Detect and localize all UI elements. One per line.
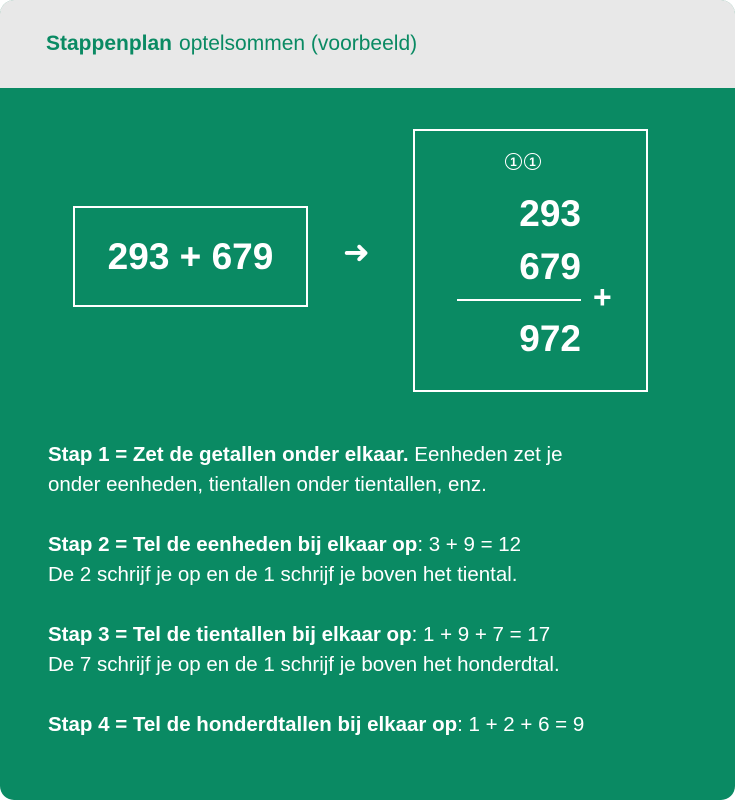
step-title: Stap 3 = Tel de tientallen bij elkaar op bbox=[48, 623, 412, 646]
top-number: 293 bbox=[519, 193, 581, 234]
step-title: Stap 1 = Zet de getallen onder elkaar. bbox=[48, 443, 409, 466]
sum-expression-box bbox=[73, 206, 308, 307]
column-addition-box bbox=[413, 129, 648, 392]
step-item bbox=[48, 620, 708, 680]
second-number: 679 bbox=[519, 246, 581, 287]
carry-digits bbox=[505, 153, 541, 170]
step-title: Stap 4 = Tel de honderdtallen bij elkaar op bbox=[48, 713, 458, 736]
step-title: Stap 2 = Tel de eenheden bij elkaar op bbox=[48, 533, 418, 556]
step-detail: De 2 schrijf je op en de 1 schrijf je boven het tiental. bbox=[48, 563, 518, 586]
step-text: : 1 + 9 + 7 = 17 bbox=[411, 623, 551, 646]
header-title-bold: Stappenplan bbox=[46, 32, 173, 55]
step-text: : 3 + 9 = 12 bbox=[417, 533, 522, 556]
header-bar bbox=[0, 0, 735, 88]
carry-digit: 1 bbox=[524, 153, 541, 170]
header-title-rest: optelsommen (voorbeeld) bbox=[179, 32, 418, 55]
arrow-right-icon: ➜ bbox=[343, 234, 370, 270]
content-area bbox=[0, 88, 735, 800]
result-number: 972 bbox=[519, 318, 581, 359]
step-detail: De 7 schrijf je op en de 1 schrijf je boven het honderdtal. bbox=[48, 653, 560, 676]
step-item bbox=[48, 440, 708, 500]
step-item bbox=[48, 710, 708, 740]
step-text: Eenheden zet je bbox=[408, 443, 563, 466]
sum-line bbox=[457, 299, 581, 301]
plus-operator: + bbox=[593, 279, 612, 315]
carry-digit: 1 bbox=[505, 153, 522, 170]
step-detail: onder eenheden, tientallen onder tientallen, enz. bbox=[48, 473, 487, 496]
steps-list bbox=[48, 440, 708, 770]
sum-expression: 293 + 679 bbox=[107, 235, 274, 277]
step-item bbox=[48, 530, 708, 590]
step-text: : 1 + 2 + 6 = 9 bbox=[457, 713, 585, 736]
